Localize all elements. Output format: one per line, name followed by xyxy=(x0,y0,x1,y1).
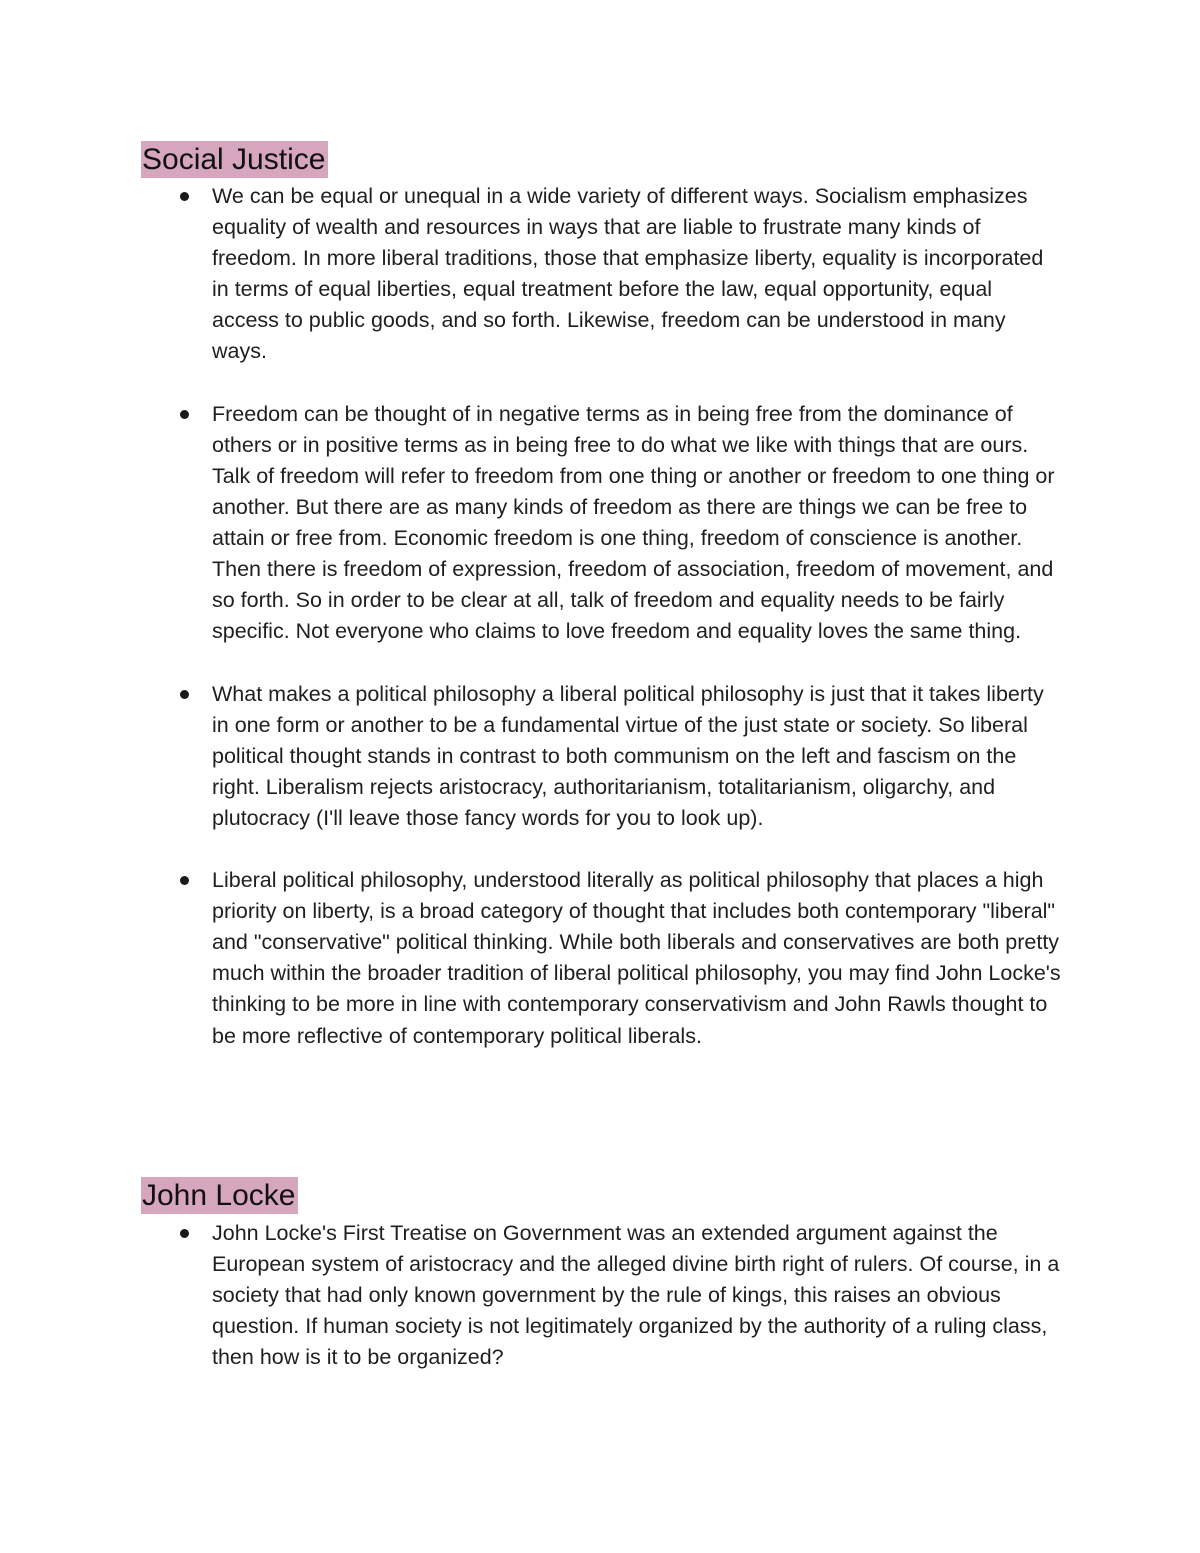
bullet-icon xyxy=(180,410,189,419)
list-item xyxy=(0,399,1062,648)
john-locke-bullet-list xyxy=(0,1218,1062,1373)
bullet-icon xyxy=(180,876,189,885)
list-item xyxy=(0,865,1062,1052)
list-item xyxy=(0,679,1062,834)
list-item-text: What makes a political philosophy a liberal political philosophy is just that it takes liberty in one form or another to be a fundamental virtue of the just state or society. So liberal political thought stands in contrast to both communism on the left and fascism on the right. Liberalism rejects aristocracy, authoritarianism, totalitarianism, oligarchy, and plutocracy (I'll leave those fancy words for you to look up). xyxy=(212,681,1044,830)
section-heading-john-locke: John Locke xyxy=(141,1177,298,1214)
list-item-text: Freedom can be thought of in negative terms as in being free from the dominance of others or in positive terms as in being free to do what we like with things that are ours. Talk of freedom will refer to freedom from one thing or another or freedom to one thing or another. But there are as many kinds of freedom as there are things we can be free to attain or free from. Economic freedom is one thing, freedom of conscience is another. Then there is freedom of expression, freedom of association, freedom of movement, and so forth. So in order to be clear at all, talk of freedom and equality needs to be fairly specific. Not everyone who claims to love freedom and equality loves the same thing. xyxy=(212,401,1055,644)
bullet-icon xyxy=(180,690,189,699)
social-justice-bullet-list xyxy=(0,181,1062,1052)
list-item xyxy=(0,1218,1062,1373)
list-item-text: We can be equal or unequal in a wide variety of different ways. Socialism emphasizes equality of wealth and resources in ways that are liable to frustrate many kinds of freedom. In more liberal traditions, those that emphasize liberty, equality is incorporated in terms of equal liberties, equal treatment before the law, equal opportunity, equal access to public goods, and so forth. Likewise, freedom can be understood in many ways. xyxy=(212,184,1044,364)
list-item xyxy=(0,181,1062,368)
section-heading-social-justice: Social Justice xyxy=(141,141,328,178)
list-item-text: John Locke's First Treatise on Government was an extended argument against the European system of aristocracy and the alleged divine birth right of rulers. Of course, in a society that had only known government by the rule of kings, this raises an obvious question. If human society is not legitimately organized by the authority of a ruling class, then how is it to be organized? xyxy=(212,1221,1060,1370)
bullet-icon xyxy=(180,1229,189,1238)
bullet-icon xyxy=(180,192,189,201)
list-item-text: Liberal political philosophy, understood literally as political philosophy that places a high priority on liberty, is a broad category of thought that includes both contemporary "liberal" and "conservative" political thinking. While both liberals and conservatives are both pretty much within the broader tradition of liberal political philosophy, you may find John Locke's thinking to be more in line with contemporary conservativism and John Rawls thought to be more reflective of contemporary political liberals. xyxy=(212,868,1061,1048)
